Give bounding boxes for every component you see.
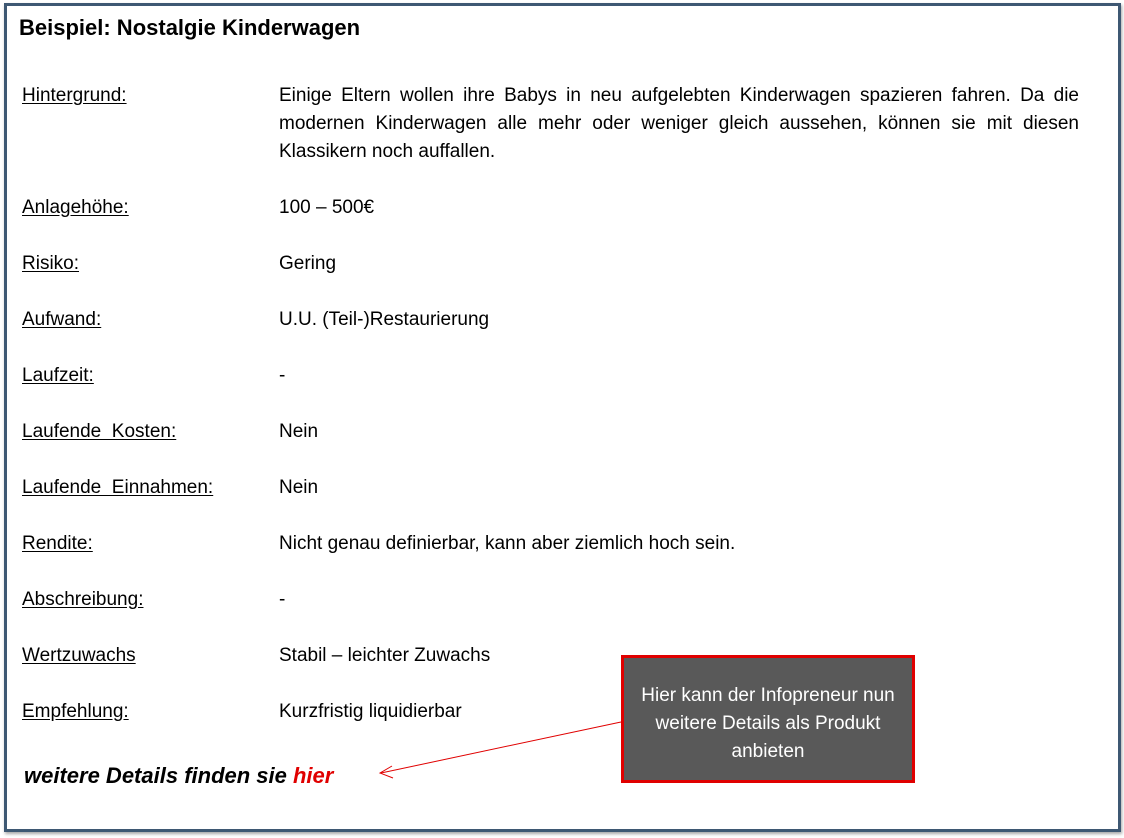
- value-laufende-kosten: Nein: [279, 421, 319, 442]
- value-laufzeit: -: [279, 365, 286, 386]
- label-rendite: Rendite:: [22, 533, 93, 554]
- label-hintergrund: Hintergrund:: [22, 85, 127, 106]
- details-line: [24, 763, 333, 789]
- page-title: Beispiel: Nostalgie Kinderwagen: [19, 15, 361, 40]
- details-link[interactable]: hier: [292, 763, 334, 788]
- value-laufende-einnahmen: Nein: [279, 477, 319, 498]
- label-wertzuwachs: Wertzuwachs: [22, 645, 136, 666]
- label-aufwand: Aufwand:: [22, 309, 102, 330]
- label-laufzeit: Laufzeit:: [22, 365, 94, 386]
- value-aufwand: U.U. (Teil-)Restaurierung: [279, 309, 490, 330]
- value-wertzuwachs: Stabil – leichter Zuwachs: [279, 645, 491, 666]
- value-abschreibung: -: [279, 589, 286, 610]
- value-rendite: Nicht genau definierbar, kann aber ziemlich hoch sein.: [279, 533, 736, 554]
- value-hintergrund: Einige Eltern wollen ihre Babys in neu aufgelebten Kinderwagen spazieren fahren. Da die modernen Kinderwagen alle mehr oder weniger gleich aussehen, können sie mit diesen Klassikern noch auffallen.: [279, 85, 1079, 162]
- value-anlagehoehe: 100 – 500€: [279, 197, 375, 218]
- label-laufende-kosten: Laufende Kosten:: [22, 421, 177, 442]
- details-prefix: weitere Details finden sie: [24, 763, 293, 788]
- label-empfehlung: Empfehlung:: [22, 701, 129, 722]
- label-abschreibung: Abschreibung:: [22, 589, 144, 610]
- label-anlagehoehe: Anlagehöhe:: [22, 197, 129, 218]
- value-risiko: Gering: [279, 253, 337, 274]
- label-risiko: Risiko:: [22, 253, 80, 274]
- callout-text: Hier kann der Infopreneur nun weitere Details als Produkt anbieten: [641, 685, 895, 762]
- value-empfehlung: Kurzfristig liquidierbar: [279, 701, 462, 722]
- label-laufende-einnahmen: Laufende Einnahmen:: [22, 477, 214, 498]
- callout-box: [621, 655, 915, 783]
